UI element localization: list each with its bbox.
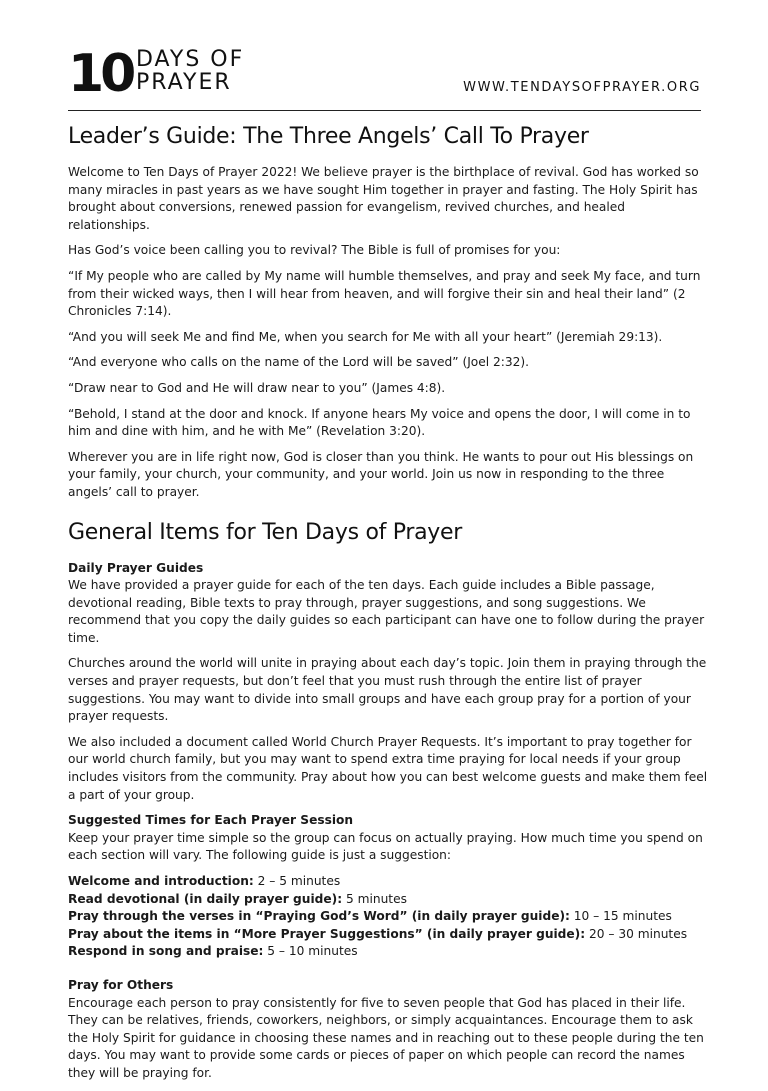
schedule-item bbox=[68, 873, 708, 891]
schedule-item-time: 20 – 30 minutes bbox=[585, 926, 688, 941]
paragraph: Keep your prayer time simple so the group can focus on actually praying. How much time you spend on each section will vary. The following guide is just a suggestion: bbox=[68, 830, 703, 863]
schedule-item bbox=[68, 908, 708, 926]
bible-quote: “Draw near to God and He will draw near to you” (James 4:8). bbox=[68, 380, 446, 395]
bible-quote: “If My people who are called by My name will humble themselves, and pray and seek My face, and turn from their wicked ways, then I will hear from heaven, and will forgive their sin and heal their land” (2 Chronicles 7:14). bbox=[68, 268, 701, 319]
schedule-item-time: 2 – 5 minutes bbox=[253, 874, 341, 888]
schedule-item-time: 10 – 15 minutes bbox=[569, 909, 672, 924]
schedule-item-time: 5 minutes bbox=[342, 891, 407, 906]
schedule-item-label: Pray about the items in “More Prayer Suggestions” (in daily prayer guide): bbox=[68, 926, 586, 941]
document-body bbox=[68, 120, 708, 1091]
schedule-item-label: Respond in song and praise: bbox=[68, 944, 264, 959]
section-title-general-items: General Items for Ten Days of Prayer bbox=[68, 519, 462, 545]
paragraph: Welcome to Ten Days of Prayer 2022! We believe prayer is the birthplace of revival. God has worked so many miracles in past years as we have sought Him together in prayer and fasting. The Holy Spirit has brought about conversions, renewed passion for evangelism, revived churches, and healed relationships. bbox=[68, 165, 699, 232]
bible-quote: “And everyone who calls on the name of the Lord will be saved” (Joel 2:32). bbox=[68, 355, 530, 370]
schedule-list bbox=[68, 873, 708, 961]
subheading-daily-prayer-guides: Daily Prayer Guides bbox=[68, 560, 204, 575]
paragraph: We have provided a prayer guide for each of the ten days. Each guide includes a Bible passage, devotional reading, Bible texts to pray through, prayer suggestions, and song suggestions. We recommend that you copy the daily guides so each participant can have one to follow during the prayer time. bbox=[68, 578, 705, 645]
schedule-item-label: Welcome and introduction: bbox=[68, 874, 254, 888]
logo-text bbox=[136, 48, 244, 94]
schedule-item-time: 5 – 10 minutes bbox=[263, 944, 358, 959]
section-title-leaders-guide: Leader’s Guide: The Three Angels’ Call To Prayer bbox=[68, 124, 589, 149]
paragraph: We also included a document called World Church Prayer Requests. It’s important to pray together for our world church family, but you may want to spend extra time praying for local needs if your group includes visitors from the community. Pray about how you can best welcome guests and make them feel a part of your group. bbox=[68, 734, 708, 802]
schedule-item bbox=[68, 943, 708, 961]
logo-line-1: DAYS OF bbox=[136, 47, 245, 72]
subheading-pray-for-others: Pray for Others bbox=[68, 977, 174, 992]
page-header bbox=[68, 44, 701, 111]
bible-quote: “And you will seek Me and find Me, when you search for Me with all your heart” (Jeremiah 29:13). bbox=[68, 329, 663, 344]
bible-quote: “Behold, I stand at the door and knock. If anyone hears My voice and opens the door, I will come in to him and dine with him, and he with Me” (Revelation 3:20). bbox=[68, 406, 691, 439]
schedule-item bbox=[68, 891, 708, 909]
paragraph: Encourage each person to pray consistently for five to seven people that God has placed in their life. They can be relatives, friends, coworkers, neighbors, or simply acquaintances. Encourage them to ask the Holy Spirit for guidance in choosing these names and in reaching out to these people during the ten days. You may want to provide some cards or pieces of paper on which people can record the names they will be praying for. bbox=[68, 995, 704, 1080]
logo-line-2: PRAYER bbox=[136, 70, 232, 95]
logo-number: 10 bbox=[68, 44, 133, 104]
paragraph: Has God’s voice been calling you to revival? The Bible is full of promises for you: bbox=[68, 243, 561, 258]
schedule-item-label: Pray through the verses in “Praying God’s Word” (in daily prayer guide): bbox=[68, 909, 570, 924]
paragraph: Wherever you are in life right now, God is closer than you think. He wants to pour out His blessings on your family, your church, your community, and your world. Join us now in responding to the three angels’ call to prayer. bbox=[68, 449, 694, 499]
subheading-suggested-times: Suggested Times for Each Prayer Session bbox=[68, 813, 354, 828]
site-url: WWW.TENDAYSOFPRAYER.ORG bbox=[463, 80, 701, 95]
schedule-item bbox=[68, 926, 708, 944]
paragraph: Churches around the world will unite in praying about each day’s topic. Join them in praying through the verses and prayer requests, but don’t feel that you must rush through the entire list of prayer suggestions. You may want to divide into small groups and have each group pray for a portion of your prayer requests. bbox=[68, 656, 707, 724]
schedule-item-label: Read devotional (in daily prayer guide): bbox=[68, 891, 343, 906]
